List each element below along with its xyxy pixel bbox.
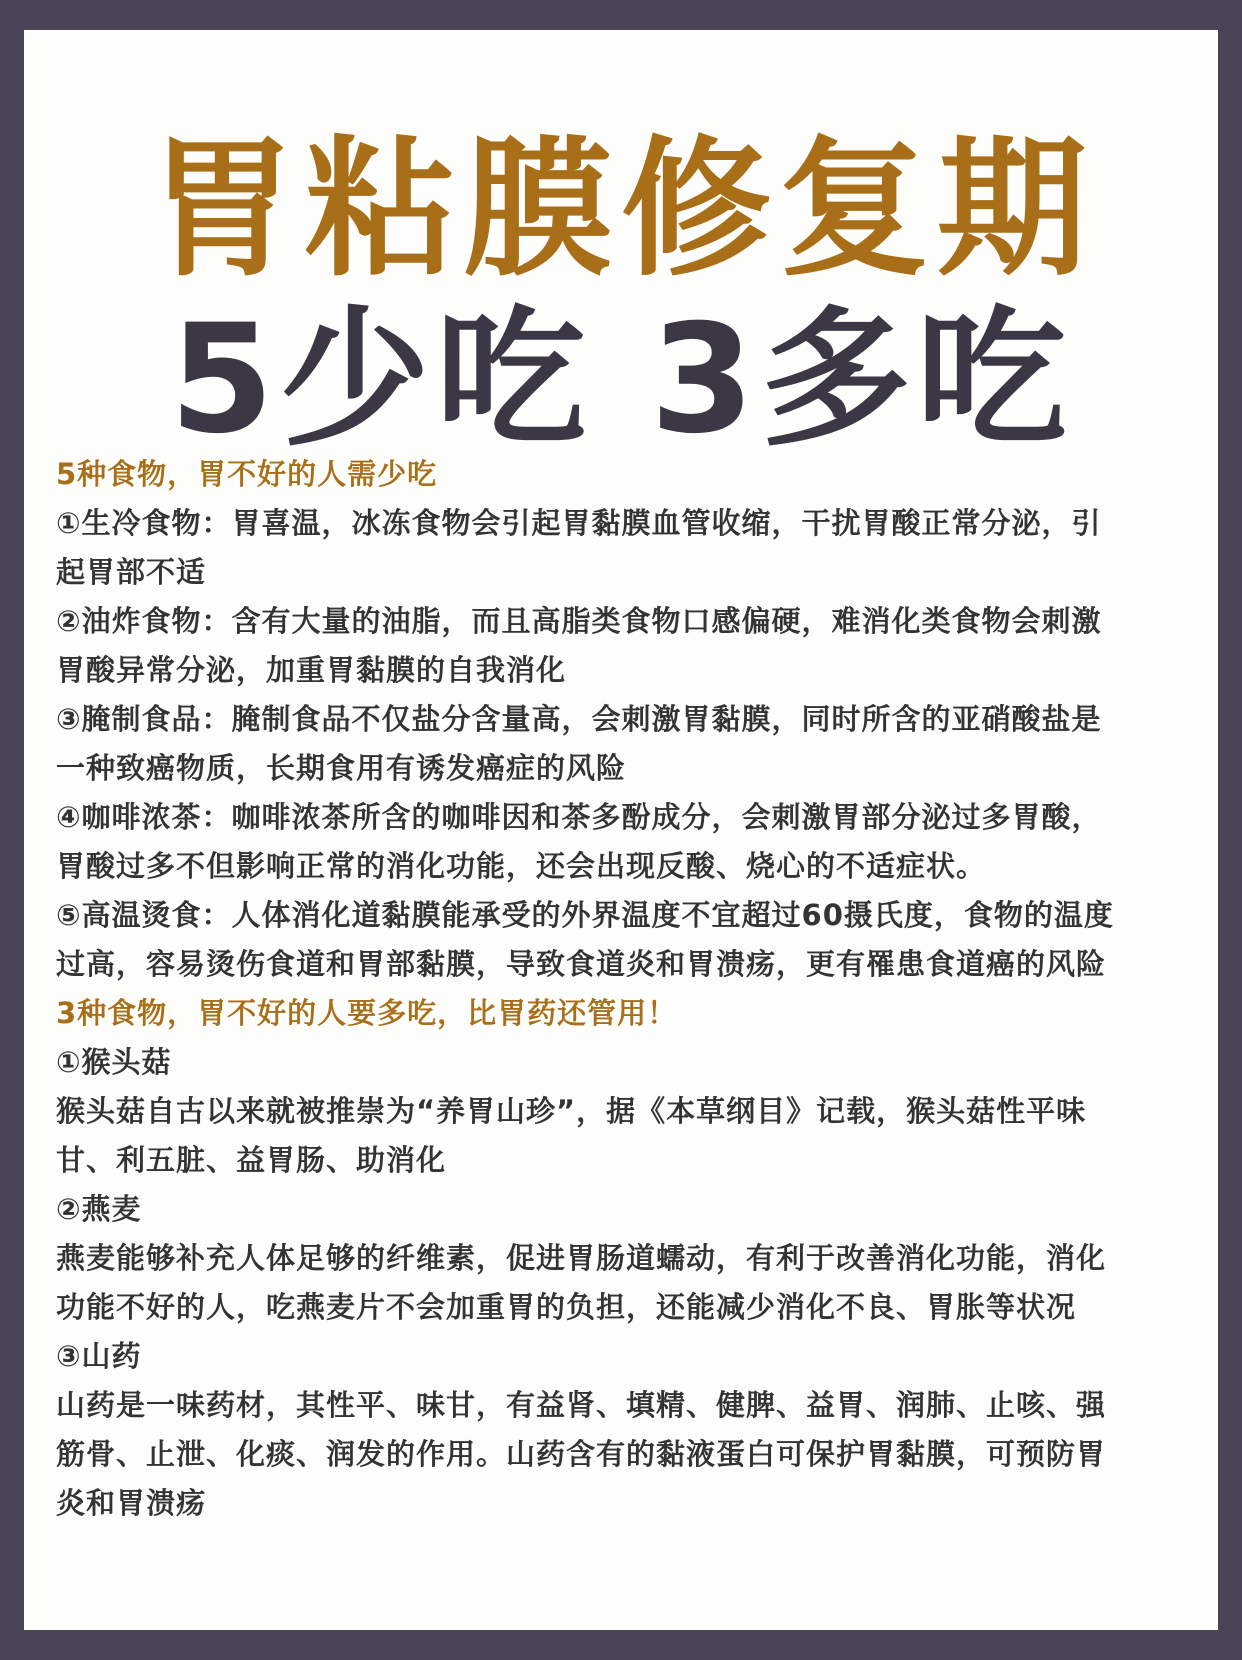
food-desc-line: 炎和胃溃疡: [56, 1486, 207, 1520]
food-desc-line: 猴头菇自古以来就被推崇为“养胃山珍”，据《本草纲目》记载，猴头菇性平味: [56, 1094, 1087, 1128]
section-heading-eat-less: 5种食物，胃不好的人需少吃: [56, 457, 438, 491]
item-line: 过高，容易烫伤食道和胃部黏膜，导致食道炎和胃溃疡，更有罹患食道癌的风险: [56, 947, 1107, 981]
food-desc-line: 山药是一味药材，其性平、味甘，有益肾、填精、健脾、益胃、润肺、止咳、强: [56, 1388, 1107, 1422]
item-line: ⑤高温烫食：人体消化道黏膜能承受的外界温度不宜超过60摄氏度，食物的温度: [56, 898, 1114, 932]
item-line: ④咖啡浓茶：咖啡浓茶所含的咖啡因和茶多酚成分，会刺激胃部分泌过多胃酸，: [56, 800, 1102, 834]
item-line: 一种致癌物质，长期食用有诱发癌症的风险: [56, 751, 627, 785]
food-name: ①猴头菇: [56, 1045, 172, 1079]
article-card: [24, 30, 1218, 1630]
food-desc-line: 功能不好的人，吃燕麦片不会加重胃的负担，还能减少消化不良、胃胀等状况: [56, 1290, 1077, 1324]
title-main: 胃粘膜修复期: [146, 123, 1095, 297]
item-line: ③腌制食品：腌制食品不仅盐分含量高，会刺激胃黏膜，同时所含的亚硝酸盐是: [56, 702, 1102, 736]
food-name: ②燕麦: [56, 1192, 142, 1226]
item-line: 起胃部不适: [56, 555, 207, 589]
item-line: ①生冷食物：胃喜温，冰冻食物会引起胃黏膜血管收缩，干扰胃酸正常分泌，引: [56, 506, 1102, 540]
article-body: [56, 450, 1206, 1528]
food-name: ③山药: [56, 1339, 142, 1373]
food-desc-line: 筋骨、止泄、化痰、润发的作用。山药含有的黏液蛋白可保护胃黏膜，可预防胃: [56, 1437, 1107, 1471]
item-line: 胃酸异常分泌，加重胃黏膜的自我消化: [56, 653, 567, 687]
title-sub: 5少吃 3多吃: [169, 293, 1073, 467]
food-desc-line: 甘、利五脏、益胃肠、助消化: [56, 1143, 447, 1177]
food-desc-line: 燕麦能够补充人体足够的纤维素，促进胃肠道蠕动，有利于改善消化功能，消化: [56, 1241, 1107, 1275]
section-heading-eat-more: 3种食物，胃不好的人要多吃，比胃药还管用！: [56, 996, 678, 1030]
item-line: 胃酸过多不但影响正常的消化功能，还会出现反酸、烧心的不适症状。: [56, 849, 987, 883]
item-line: ②油炸食物：含有大量的油脂，而且高脂类食物口感偏硬，难消化类食物会刺激: [56, 604, 1102, 638]
